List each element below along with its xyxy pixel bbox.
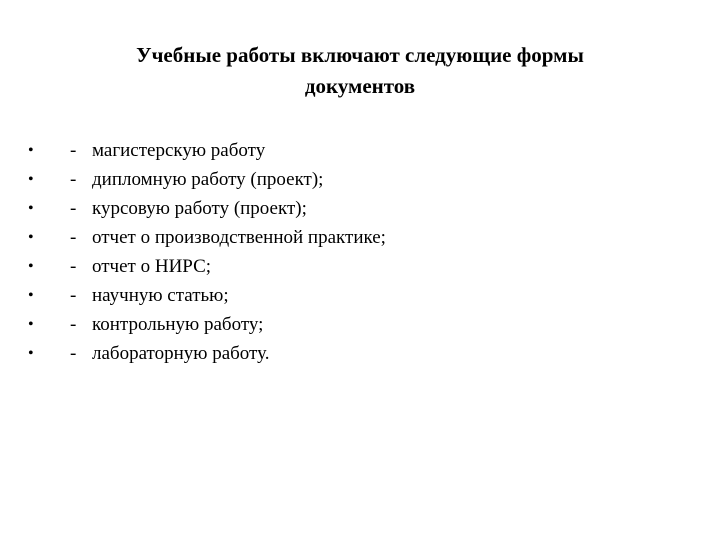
list-dash: - (70, 198, 77, 219)
list-dash: - (70, 285, 77, 306)
slide-title-line-1: Учебные работы включают следующие формы (136, 43, 584, 67)
slide-title (60, 40, 660, 102)
list-item-text: отчет о производственной практике; (92, 227, 386, 248)
slide-title-line-2: документов (304, 74, 416, 98)
list-dash: - (70, 227, 77, 248)
list-dash: - (70, 343, 77, 364)
bullet-icon: • (28, 316, 34, 333)
list-item-text: отчет о НИРС; (92, 256, 212, 277)
bullet-icon: • (28, 229, 34, 246)
bullet-icon: • (28, 287, 34, 304)
list-item-text: курсовую работу (проект); (92, 198, 307, 219)
bullet-icon: • (28, 171, 34, 188)
list-dash: - (70, 140, 77, 161)
list-dash: - (70, 314, 77, 335)
list-item-text: лабораторную работу. (92, 343, 270, 364)
list-item-text: магистерскую работу (92, 140, 266, 161)
bullet-icon: • (28, 345, 34, 362)
list-dash: - (70, 169, 77, 190)
bullet-icon: • (28, 142, 34, 159)
list-item-text: дипломную работу (проект); (92, 169, 324, 190)
list-dash: - (70, 256, 77, 277)
bullet-icon: • (28, 258, 34, 275)
bullet-icon: • (28, 200, 34, 217)
list-item-text: контрольную работу; (92, 314, 264, 335)
list-item-text: научную статью; (92, 285, 229, 306)
